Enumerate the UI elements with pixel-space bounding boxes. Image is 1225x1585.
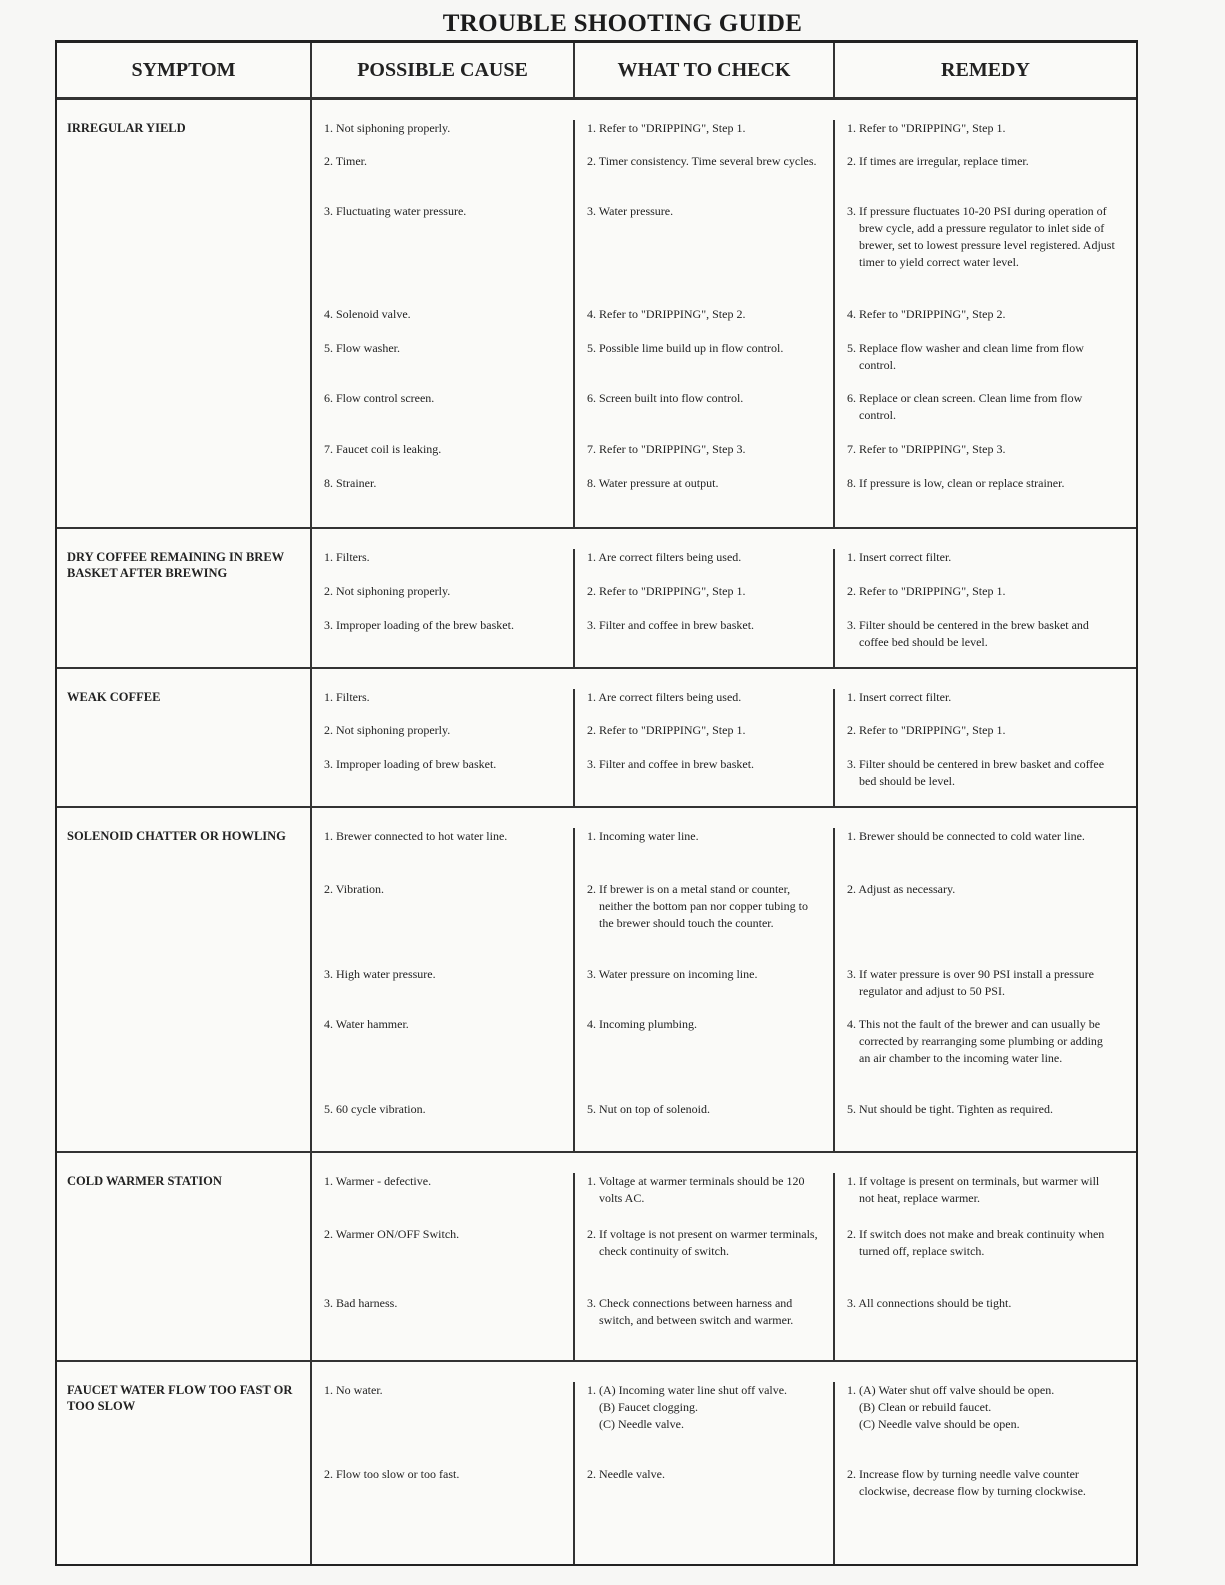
check-text: 2. Refer to "DRIPPING", Step 1. [587,723,746,737]
cause-text: 7. Faucet coil is leaking. [324,442,442,456]
header-what-to-check: WHAT TO CHECK [575,43,835,97]
step-list [312,808,1136,1151]
remedy-cell [835,828,1136,881]
remedy-cell [835,689,1136,722]
check-text: 1. Are correct filters being used. [587,550,742,564]
remedy-text: 2. If switch does not make and break continuity when turned off, replace switch. [847,1227,1105,1258]
check-cell [575,966,835,1016]
step-row [312,828,1136,881]
cause-text: 2. Flow too slow or too fast. [324,1467,460,1481]
cause-text: 5. Flow washer. [324,341,400,355]
table-row [57,100,1136,529]
remedy-cell [835,475,1136,527]
cause-text: 2. Not siphoning properly. [324,584,451,598]
step-row [312,120,1136,153]
step-list [312,529,1136,667]
step-list [312,669,1136,806]
check-text: 1. Refer to "DRIPPING", Step 1. [587,121,746,135]
cause-cell [312,340,575,390]
remedy-cell [835,1226,1136,1295]
step-row [312,617,1136,667]
cause-text: 1. Warmer - defective. [324,1174,432,1188]
check-text: 1. (A) Incoming water line shut off valve. (B) Faucet clogging. (C) Needle valve. [587,1383,788,1431]
step-row [312,340,1136,390]
remedy-text: 5. Nut should be tight. Tighten as required. [847,1102,1053,1116]
check-text: 3. Water pressure on incoming line. [587,967,758,981]
cause-text: 1. Filters. [324,550,370,564]
step-list [312,1153,1136,1360]
check-text: 3. Filter and coffee in brew basket. [587,757,755,771]
cause-text: 2. Vibration. [324,882,385,896]
cause-cell [312,1016,575,1101]
symptom-cell: SOLENOID CHATTER OR HOWLING [57,808,312,1151]
remedy-text: 1. Insert correct filter. [847,690,952,704]
remedy-text: 1. Refer to "DRIPPING", Step 1. [847,121,1006,135]
step-row [312,756,1136,806]
check-cell [575,722,835,756]
remedy-text: 1. (A) Water shut off valve should be open. (B) Clean or rebuild faucet. (C) Needle valve should be open. [847,1383,1055,1431]
remedy-cell [835,153,1136,203]
table-row [57,669,1136,808]
cause-text: 3. High water pressure. [324,967,436,981]
remedy-text: 1. Insert correct filter. [847,550,952,564]
symptom-cell: WEAK COFFEE [57,669,312,806]
step-row [312,689,1136,722]
check-cell [575,617,835,667]
symptom-cell: IRREGULAR YIELD [57,100,312,527]
cause-cell [312,1466,575,1564]
cause-text: 3. Improper loading of brew basket. [324,757,497,771]
cause-cell [312,1101,575,1151]
check-text: 7. Refer to "DRIPPING", Step 3. [587,442,746,456]
check-cell [575,340,835,390]
check-cell [575,390,835,441]
step-row [312,306,1136,340]
remedy-text: 1. If voltage is present on terminals, but warmer will not heat, replace warmer. [847,1174,1100,1205]
remedy-cell [835,966,1136,1016]
check-cell [575,583,835,617]
step-row [312,153,1136,203]
check-cell [575,1466,835,1564]
remedy-text: 2. Adjust as necessary. [847,882,956,896]
step-row [312,722,1136,756]
check-text: 6. Screen built into flow control. [587,391,744,405]
cause-text: 4. Solenoid valve. [324,307,411,321]
cause-cell [312,153,575,203]
header-remedy: REMEDY [941,58,1030,81]
cause-cell [312,203,575,306]
check-text: 2. Timer consistency. Time several brew cycles. [587,154,817,168]
check-text: 3. Water pressure. [587,204,674,218]
remedy-text: 2. If times are irregular, replace timer. [847,154,1029,168]
remedy-cell [835,306,1136,340]
cause-cell [312,1173,575,1226]
remedy-cell [835,441,1136,475]
check-cell [575,756,835,806]
remedy-cell [835,617,1136,667]
check-text: 3. Check connections between harness and switch, and between switch and warmer. [587,1296,794,1327]
check-cell [575,828,835,881]
symptom-cell: DRY COFFEE REMAINING IN BREW BASKET AFTER BREWING [57,529,312,667]
check-text: 3. Filter and coffee in brew basket. [587,618,755,632]
remedy-text: 2. Refer to "DRIPPING", Step 1. [847,723,1006,737]
check-cell [575,689,835,722]
cause-text: 8. Strainer. [324,476,377,490]
remedy-text: 4. Refer to "DRIPPING", Step 2. [847,307,1006,321]
check-cell [575,153,835,203]
check-cell [575,1173,835,1226]
check-cell [575,306,835,340]
table-row [57,808,1136,1153]
cause-cell [312,120,575,153]
check-text: 1. Are correct filters being used. [587,690,742,704]
step-row [312,203,1136,306]
remedy-cell [835,1173,1136,1226]
symptom-cell: FAUCET WATER FLOW TOO FAST OR TOO SLOW [57,1362,312,1564]
check-cell [575,881,835,966]
cause-cell [312,1226,575,1295]
remedy-text: 3. All connections should be tight. [847,1296,1012,1310]
check-text: 2. Refer to "DRIPPING", Step 1. [587,584,746,598]
check-text: 5. Possible lime build up in flow control. [587,341,784,355]
cause-text: 5. 60 cycle vibration. [324,1102,426,1116]
remedy-cell [835,881,1136,966]
check-text: 4. Incoming plumbing. [587,1017,697,1031]
remedy-cell [835,120,1136,153]
step-row [312,1173,1136,1226]
cause-cell [312,1382,575,1466]
cause-cell [312,966,575,1016]
cause-cell [312,390,575,441]
remedy-cell [835,1466,1136,1564]
cause-cell [312,1295,575,1360]
remedy-text: 3. If water pressure is over 90 PSI install a pressure regulator and adjust to 50 PSI. [847,967,1094,998]
check-cell [575,1101,835,1151]
table-row [57,529,1136,669]
remedy-cell [835,1101,1136,1151]
check-text: 1. Voltage at warmer terminals should be 120 volts AC. [587,1174,805,1205]
check-cell [575,441,835,475]
remedy-text: 3. Filter should be centered in brew basket and coffee bed should be level. [847,757,1105,788]
step-row [312,441,1136,475]
remedy-text: 4. This not the fault of the brewer and can usually be corrected by rearranging some plumbing or adding an air chamber to the incoming water line. [847,1017,1103,1065]
cause-text: 1. Not siphoning properly. [324,121,451,135]
step-list [312,1362,1136,1564]
step-row [312,1101,1136,1151]
cause-cell [312,689,575,722]
cause-cell [312,583,575,617]
step-row [312,1295,1136,1360]
remedy-cell [835,1016,1136,1101]
cause-text: 3. Improper loading of the brew basket. [324,618,514,632]
cause-text: 3. Bad harness. [324,1296,398,1310]
cause-cell [312,881,575,966]
check-text: 2. Needle valve. [587,1467,665,1481]
check-cell [575,475,835,527]
page-title: TROUBLE SHOOTING GUIDE [442,10,803,37]
remedy-text: 2. Increase flow by turning needle valve counter clockwise, decrease flow by turning clockwise. [847,1467,1086,1498]
remedy-cell [835,722,1136,756]
remedy-text: 3. Filter should be centered in the brew basket and coffee bed should be level. [847,618,1089,649]
remedy-cell [835,549,1136,583]
step-row [312,1226,1136,1295]
check-cell [575,1295,835,1360]
troubleshooting-table [55,40,1138,1566]
cause-cell [312,828,575,881]
cause-text: 1. Filters. [324,690,370,704]
cause-text: 1. No water. [324,1383,383,1397]
check-cell [575,120,835,153]
step-row [312,475,1136,527]
check-text: 8. Water pressure at output. [587,476,719,490]
cause-cell [312,549,575,583]
remedy-text: 8. If pressure is low, clean or replace strainer. [847,476,1065,490]
remedy-cell [835,583,1136,617]
cause-cell [312,306,575,340]
cause-cell [312,722,575,756]
step-row [312,1382,1136,1466]
check-text: 1. Incoming water line. [587,829,699,843]
cause-text: 4. Water hammer. [324,1017,409,1031]
table-body [57,100,1136,1564]
check-cell [575,1226,835,1295]
cause-cell [312,756,575,806]
remedy-text: 1. Brewer should be connected to cold water line. [847,829,1085,843]
check-cell [575,1382,835,1466]
cause-cell [312,475,575,527]
remedy-cell [835,203,1136,306]
step-list [312,100,1136,527]
table-row [57,1362,1136,1564]
step-row [312,583,1136,617]
cause-cell [312,617,575,667]
cause-text: 2. Warmer ON/OFF Switch. [324,1227,460,1241]
symptom-cell: COLD WARMER STATION [57,1153,312,1360]
check-cell [575,1016,835,1101]
remedy-cell [835,1382,1136,1466]
check-text: 2. If voltage is not present on warmer terminals, check continuity of switch. [587,1227,818,1258]
cause-text: 1. Brewer connected to hot water line. [324,829,508,843]
step-row [312,1466,1136,1564]
check-text: 5. Nut on top of solenoid. [587,1102,710,1116]
remedy-cell [835,756,1136,806]
step-row [312,549,1136,583]
remedy-text: 6. Replace or clean screen. Clean lime from flow control. [847,391,1083,422]
step-row [312,1016,1136,1101]
header-possible-cause: POSSIBLE CAUSE [312,43,575,97]
cause-text: 6. Flow control screen. [324,391,435,405]
check-text: 2. If brewer is on a metal stand or counter, neither the bottom pan nor copper tubing to the brewer should touch the counter. [587,882,808,930]
remedy-text: 7. Refer to "DRIPPING", Step 3. [847,442,1006,456]
remedy-text: 2. Refer to "DRIPPING", Step 1. [847,584,1006,598]
cause-text: 2. Timer. [324,154,368,168]
step-row [312,881,1136,966]
step-row [312,966,1136,1016]
remedy-text: 5. Replace flow washer and clean lime from flow control. [847,341,1084,372]
cause-cell [312,441,575,475]
table-row [57,1153,1136,1362]
remedy-text: 3. If pressure fluctuates 10-20 PSI during operation of brew cycle, add a pressure regulator to inlet side of brewer, set to lowest pressure level registered. Adjust timer to yield correct water level. [847,204,1115,269]
table-header [57,43,1136,100]
check-cell [575,549,835,583]
remedy-cell [835,340,1136,390]
header-symptom: SYMPTOM [57,43,312,97]
cause-text: 3. Fluctuating water pressure. [324,204,467,218]
check-cell [575,203,835,306]
check-text: 4. Refer to "DRIPPING", Step 2. [587,307,746,321]
step-row [312,390,1136,441]
remedy-cell [835,390,1136,441]
remedy-cell [835,1295,1136,1360]
cause-text: 2. Not siphoning properly. [324,723,451,737]
